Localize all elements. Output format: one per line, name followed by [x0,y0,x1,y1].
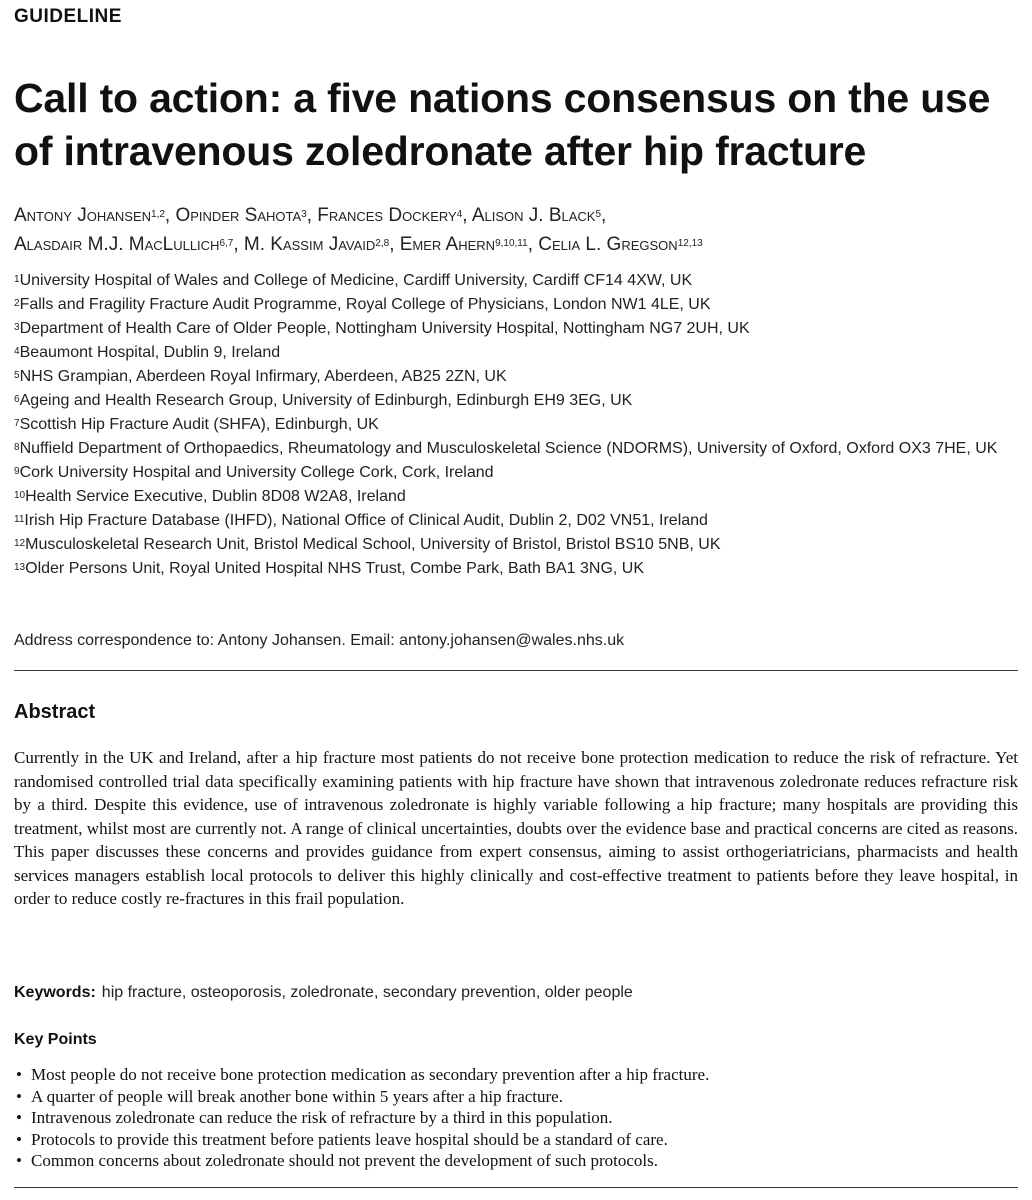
author-separator: , [233,234,244,255]
affiliation-text: Falls and Fragility Fracture Audit Programme, Royal College of Physicians, London NW1 4LE, UK [19,296,711,313]
affiliation-text: Beaumont Hospital, Dublin 9, Ireland [19,344,281,361]
author-name: Frances Dockery [317,205,457,226]
affiliation-item [14,317,1018,341]
affiliation-text: Older Persons Unit, Royal United Hospital NHS Trust, Combe Park, Bath BA1 3NG, UK [25,560,645,577]
author-affiliation-marker: 1,2 [151,209,165,220]
affiliation-item [14,293,1018,317]
affiliation-item [14,533,1018,557]
affiliation-text: Musculoskeletal Research Unit, Bristol Medical School, University of Bristol, Bristol BS10 5NB, UK [25,536,721,553]
affiliation-text: NHS Grampian, Aberdeen Royal Infirmary, Aberdeen, AB25 2ZN, UK [19,368,507,385]
keywords-label: Keywords: [14,984,96,1001]
author-name: M. Kassim Javaid [243,234,376,255]
author-name: Opinder Sahota [175,205,302,226]
key-point-item: • Protocols to provide this treatment before patients leave hospital should be a standard of care. [14,1129,1018,1151]
affiliation-item [14,461,1018,485]
author-separator: , [389,234,400,255]
author-affiliation-marker: 2,8 [375,238,390,249]
key-point-item: • A quarter of people will break another bone within 5 years after a hip fracture. [14,1086,1018,1108]
abstract-text: Currently in the UK and Ireland, after a hip fracture most patients do not receive bone protection medication to reduce the risk of refracture. Yet randomised controlled trial data specifically examining patients with hip fracture have shown that intravenous zoledronate reduces refracture risk by a third. Despite this evidence, use of intravenous zoledronate is highly variable following a hip fracture; many hospitals are providing this treatment, whilst most are currently not. A range of clinical uncertainties, doubts over the evidence base and practical concerns are cited as reasons. This paper discusses these concerns and provides guidance from expert consensus, aiming to assist orthogeriatricians, pharmacists and health services managers establish local protocols to deliver this highly clinically and cost-effective treatment to patients before they leave hospital, in order to reduce costly re-fractures in this frail population. [14,748,1018,908]
affiliation-text: University Hospital of Wales and College of Medicine, Cardiff University, Cardiff CF14 4XW, UK [19,272,693,289]
author-separator: , [462,205,472,226]
affiliation-number: 11 [14,514,25,525]
author-name: Emer Ahern [399,234,496,255]
key-point-item: • Common concerns about zoledronate should not prevent the development of such protocols. [14,1150,1018,1172]
key-points-heading: Key Points [14,1031,97,1048]
affiliation-item [14,557,1018,581]
article-type-label: GUIDELINE [14,6,122,27]
affiliation-text: Irish Hip Fracture Database (IHFD), National Office of Clinical Audit, Dublin 2, D02 VN51, Ireland [24,512,708,529]
author-affiliation-marker: 4 [456,209,463,220]
affiliation-text: Cork University Hospital and University College Cork, Cork, Ireland [19,464,494,481]
affiliation-item [14,269,1018,293]
footer-divider [14,1187,1018,1188]
section-divider [14,670,1018,671]
affiliation-text: Health Service Executive, Dublin 8D08 W2A8, Ireland [25,488,406,505]
affiliation-item [14,389,1018,413]
affiliation-number: 2 [14,298,20,309]
keywords [14,981,1018,1005]
correspondence-address: Address correspondence to: Antony Johansen. Email: antony.johansen@wales.nhs.uk [14,632,625,649]
affiliation-item [14,485,1018,509]
author-separator: , [164,205,176,226]
affiliation-text: Ageing and Health Research Group, University of Edinburgh, Edinburgh EH9 3EG, UK [19,392,633,409]
affiliation-item [14,341,1018,365]
keywords-text: hip fracture, osteoporosis, zoledronate, secondary prevention, older people [101,984,633,1001]
author-affiliation-marker: 9,10,11 [495,238,528,249]
author-name: Alison J. Black [471,205,596,226]
author-affiliation-marker: 5 [595,209,602,220]
affiliation-number: 7 [14,418,20,429]
affiliation-number: 3 [14,322,20,333]
author-name: Antony Johansen [14,205,152,226]
affiliation-number: 4 [14,346,20,357]
affiliation-list [14,269,1018,581]
key-point-item: • Intravenous zoledronate can reduce the risk of refracture by a third in this population. [14,1107,1018,1129]
abstract-heading: Abstract [14,701,96,723]
author-affiliation-marker: 3 [301,209,307,220]
author-separator: , [306,205,318,226]
affiliation-text: Scottish Hip Fracture Audit (SHFA), Edinburgh, UK [19,416,379,433]
affiliation-text: Department of Health Care of Older People, Nottingham University Hospital, Nottingham NG7 2UH, UK [19,320,750,337]
key-points-list [14,1064,1018,1172]
affiliation-item [14,413,1018,437]
author-list [14,201,1018,259]
author-separator: , [601,205,607,226]
affiliation-number: 8 [14,442,20,453]
key-point-item: • Most people do not receive bone protection medication as secondary prevention after a hip fracture. [14,1064,1018,1086]
affiliation-item [14,509,1018,533]
affiliation-item [14,437,1018,461]
affiliation-item [14,365,1018,389]
author-affiliation-marker: 12,13 [677,238,703,249]
author-separator: , [527,234,539,255]
affiliation-number: 12 [14,538,26,549]
affiliation-number: 13 [14,562,26,573]
affiliation-number: 6 [14,394,20,405]
affiliation-number: 9 [14,466,20,477]
affiliation-text: Nuffield Department of Orthopaedics, Rheumatology and Musculoskeletal Science (NDORMS), University of Oxford, Oxford OX3 7HE, UK [19,440,998,457]
author-affiliation-marker: 6,7 [219,238,234,249]
article-title: Call to action: a five nations consensus on the use of intravenous zoledronate after hip fracture [14,75,991,174]
affiliation-number: 1 [14,274,20,285]
affiliation-number: 10 [14,490,26,501]
author-name: Alasdair M.J. MacLullich [14,234,220,255]
author-name: Celia L. Gregson [538,234,678,255]
affiliation-number: 5 [14,370,20,381]
